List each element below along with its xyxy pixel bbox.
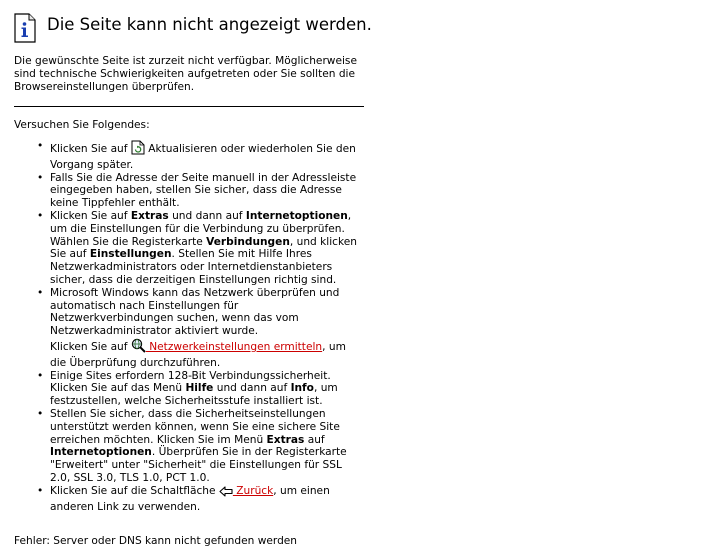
network-diagnose-link[interactable]: Netzwerkeinstellungen ermitteln — [145, 340, 323, 353]
tip-ssl: • Einige Sites erfordern 128-Bit Verbindungssicherheit. Klicken Sie auf das Menü Hilfe und dann auf Info, um festzustellen, welche Sicherheitsstufe installiert ist. — [37, 369, 338, 408]
tip-network-diagnose: • Microsoft Windows kann das Netzwerk überprüfen und automatisch nach Einstellungen für Netzwerkverbindungen suchen, wenn das vom Netzwerkadministrator aktiviert wurde. Klicken Sie auf Netzwerkeinstellungen ermitteln, um die Überprüfung durchzuführen. — [37, 286, 346, 369]
info-page-icon — [14, 13, 36, 43]
tip-refresh: • Klicken Sie auf Aktualisieren oder wiederholen Sie den Vorgang später. — [37, 140, 356, 171]
tip-back: • Klicken Sie auf die Schaltfläche Zurück, um einen anderen Link zu verwenden. — [37, 484, 330, 513]
tips-list — [14, 140, 364, 513]
divider — [14, 106, 364, 107]
intro-text: Die gewünschte Seite ist zurzeit nicht verfügbar. Möglicherweise sind technische Schwierigkeiten aufgetreten oder Sie sollten die Browsereinstellungen überprüfen. — [14, 55, 357, 93]
bullet: • — [37, 209, 44, 222]
error-message: Fehler: Server oder DNS kann nicht gefunden werden — [14, 535, 298, 547]
try-heading: Versuchen Sie Folgendes: — [14, 119, 150, 131]
back-link[interactable]: Zurück — [232, 484, 274, 497]
back-arrow-icon[interactable] — [219, 486, 233, 501]
tip-address: • Falls Sie die Adresse der Seite manuell in der Adressleiste eingegeben haben, stellen Sie sicher, dass die Adresse keine Tippfehler enthält. — [37, 171, 357, 210]
bullet: • — [37, 286, 44, 299]
bullet: • — [37, 484, 44, 497]
network-diagnose-icon[interactable] — [131, 338, 146, 357]
bullet: • — [37, 171, 44, 184]
bullet: • — [37, 140, 44, 152]
refresh-icon — [131, 140, 145, 159]
tip-internet-options: • Klicken Sie auf Extras und dann auf Internetoptionen, um die Einstellungen für die Verbindung zu überprüfen. Wählen Sie die Registerkarte Verbindungen, und klicken Sie auf Einstellungen. Stellen Sie mit Hilfe Ihres Netzwerkadministrators oder Internetdienstanbieters sicher, dass die derzeitigen Einstellungen richtig sind. — [37, 209, 357, 286]
page-title: Die Seite kann nicht angezeigt werden. — [47, 15, 372, 34]
bullet: • — [37, 369, 44, 382]
page-header — [14, 13, 372, 43]
bullet: • — [37, 407, 44, 420]
tip-security-settings: • Stellen Sie sicher, dass die Sicherheitseinstellungen unterstützt werden können, wenn Sie eine sichere Site erreichen möchten. Klicken Sie im Menü Extras auf Internetoptionen. Überprüfen Sie in der Registerkarte "Erweitert" unter "Sicherheit" die Einstellungen für SSL 2.0, SSL 3.0, TLS 1.0, PCT 1.0. — [37, 407, 347, 484]
